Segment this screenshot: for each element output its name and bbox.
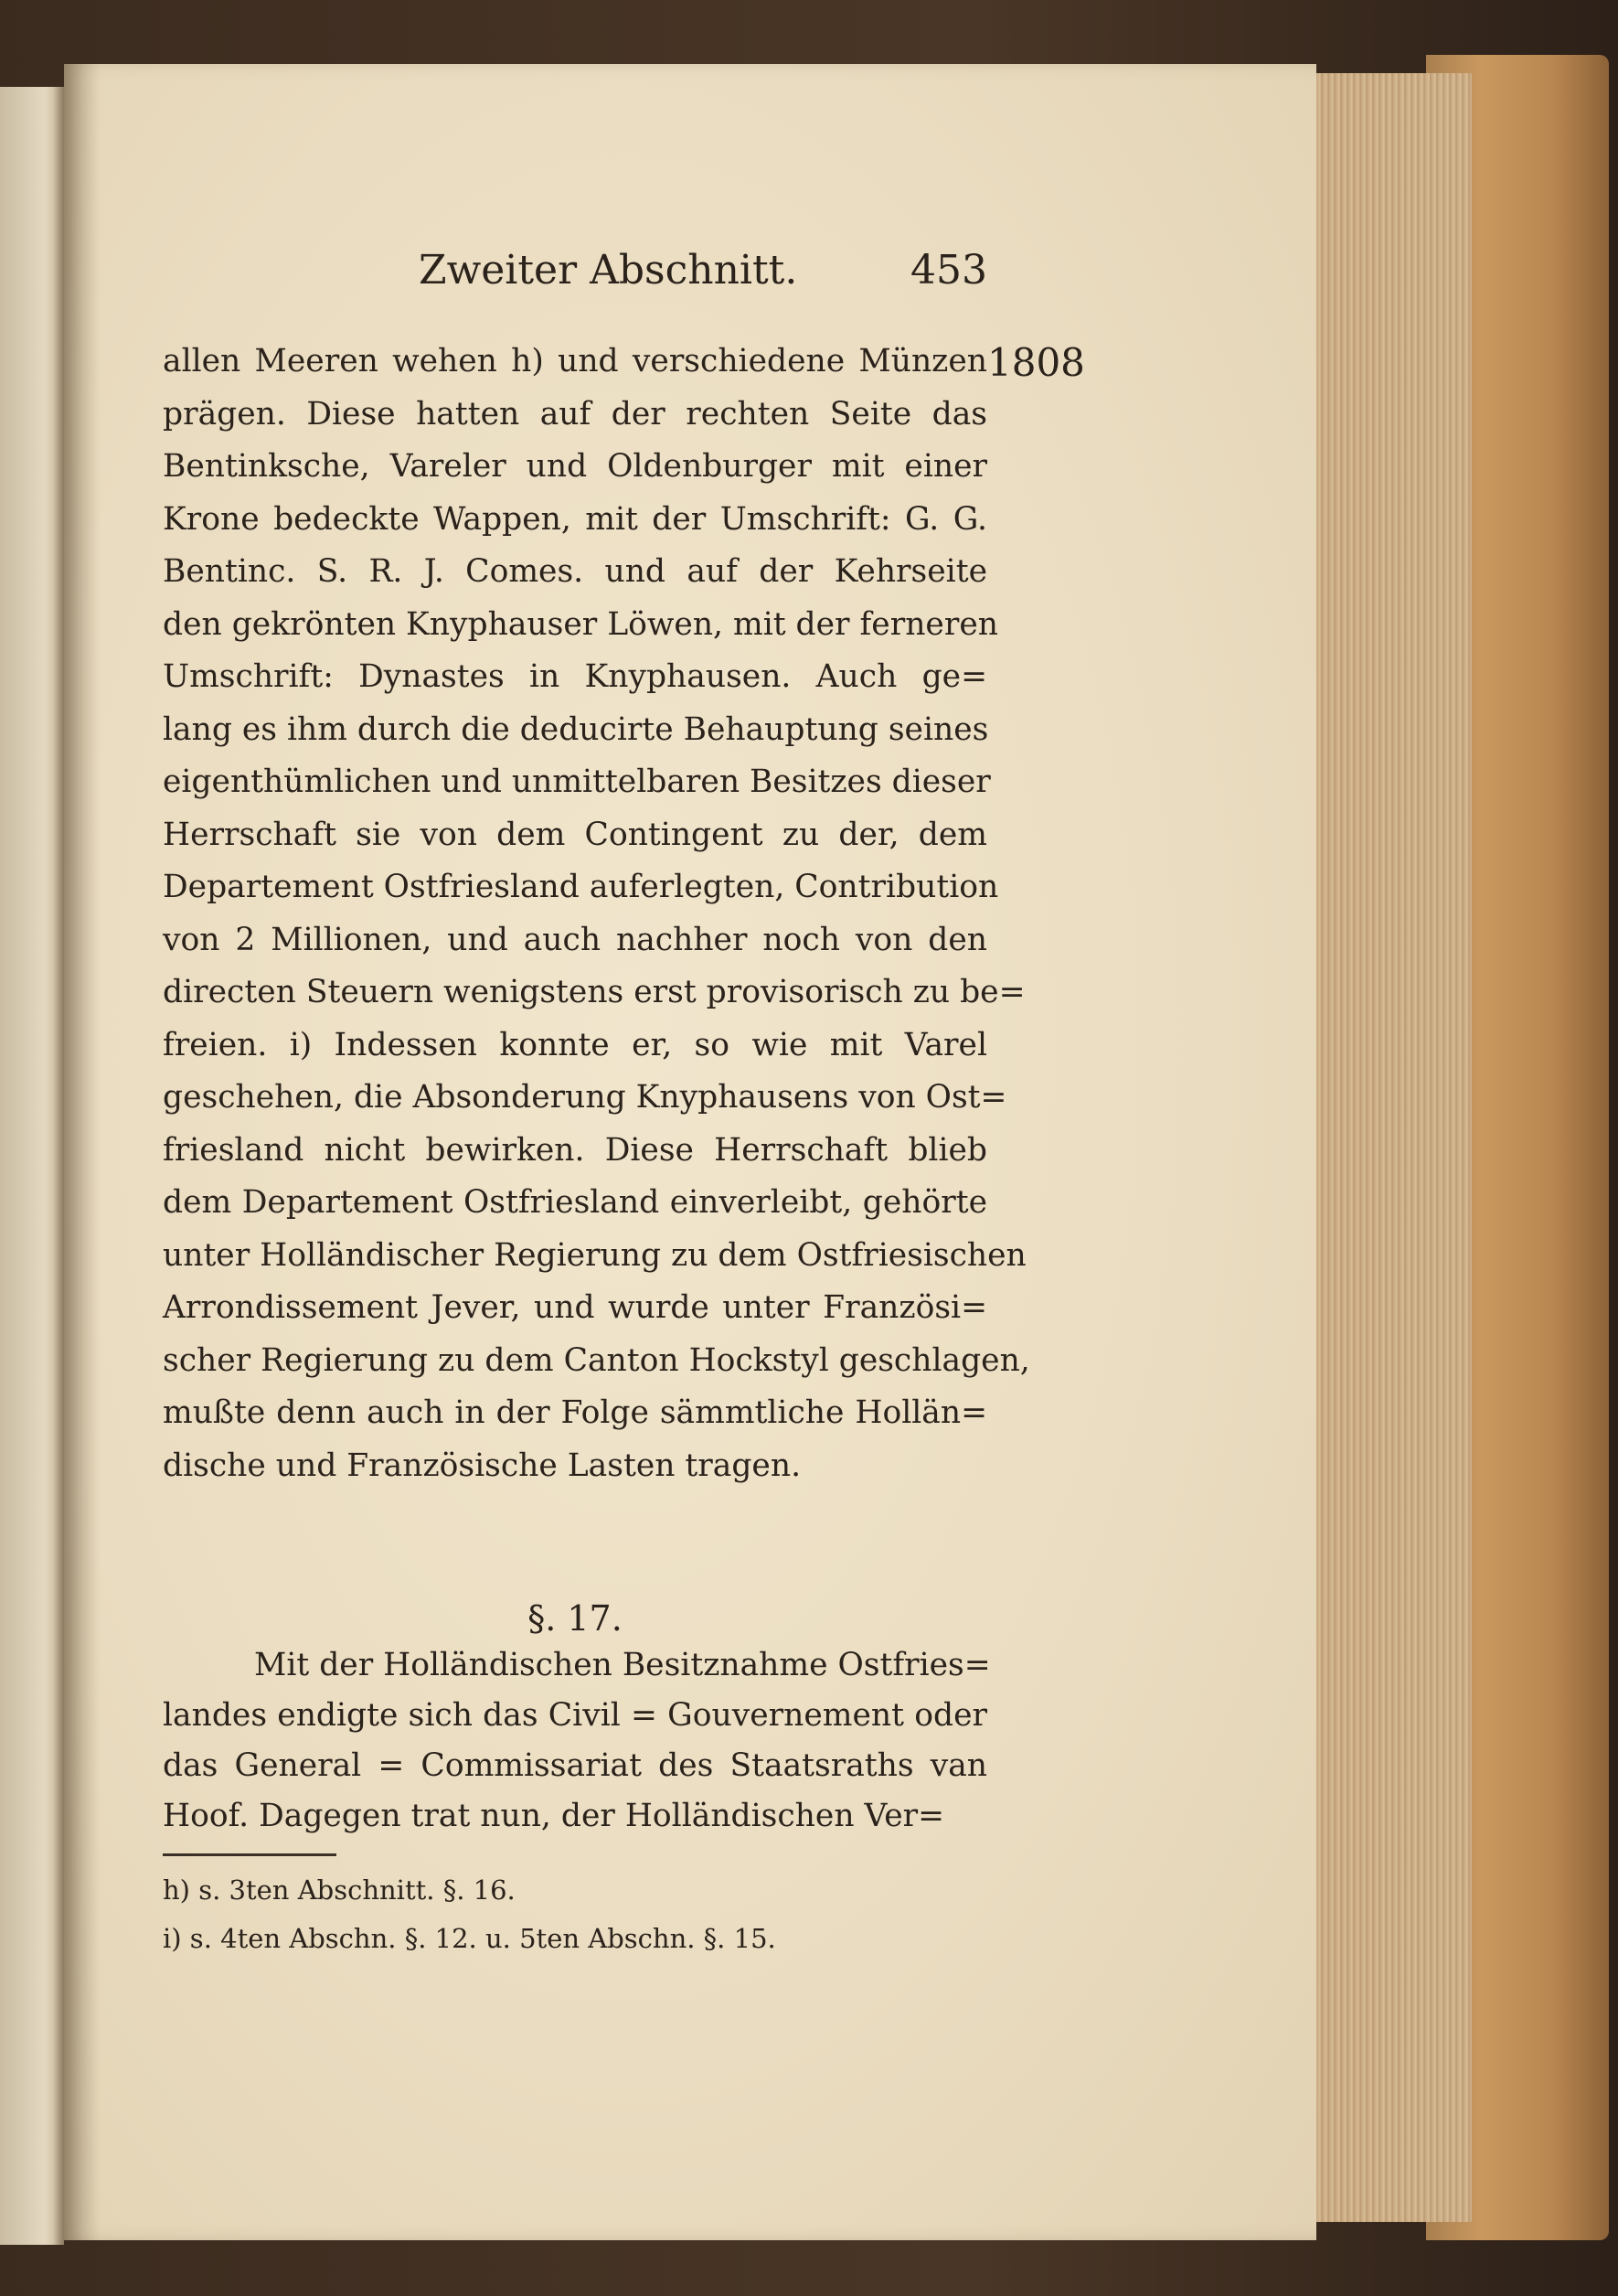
running-header — [163, 247, 987, 302]
text-line: Krone bedeckte Wappen, mit der Umschrift: G. G. — [163, 500, 987, 538]
gutter-shadow — [64, 64, 101, 2240]
text-line: Mit der Holländischen Besitznahme Ostfries= — [254, 1647, 991, 1683]
page-edges — [1298, 73, 1472, 2222]
text-line: friesland nicht bewirken. Diese Herrschaft blieb — [163, 1131, 987, 1169]
text-line: scher Regierung zu dem Canton Hockstyl geschlagen, — [163, 1341, 1030, 1379]
text-line: Umschrift: Dynastes in Knyphausen. Auch ge= — [163, 658, 987, 695]
text-line: lang es ihm durch die deducirte Behauptung seines — [163, 710, 989, 748]
text-line: Bentinksche, Vareler und Oldenburger mit einer — [163, 448, 987, 485]
running-title: Zweiter Abschnitt. — [419, 247, 798, 294]
text-line: das General = Commissariat des Staatsraths van — [163, 1747, 987, 1784]
text-line: eigenthümlichen und unmittelbaren Besitzes dieser — [163, 764, 991, 800]
text-line: dische und Französische Lasten tragen. — [163, 1447, 802, 1484]
text-line: directen Steuern wenigstens erst provisorisch zu be= — [163, 974, 1026, 1010]
left-page-edge — [0, 87, 64, 2245]
text-line: mußte denn auch in der Folge sämmtliche Hollän= — [163, 1394, 987, 1431]
text-line: den gekrönten Knyphauser Löwen, mit der ferneren — [163, 605, 998, 643]
text-line: Herrschaft sie von dem Contingent zu der, dem — [163, 816, 987, 853]
page-number: 453 — [910, 247, 987, 294]
text-line: unter Holländischer Regierung zu dem Ostfriesischen — [163, 1236, 1027, 1274]
text-line: dem Departement Ostfriesland einverleibt, gehörte — [163, 1184, 987, 1221]
text-line: geschehen, die Absonderung Knyphausens von Ost= — [163, 1079, 1007, 1116]
text-line: freien. i) Indessen konnte er, so wie mit Varel — [163, 1026, 987, 1063]
section-heading: §. 17. — [527, 1598, 623, 1639]
footnote-h: h) s. 3ten Abschnitt. §. 16. — [163, 1874, 516, 1906]
text-line: Bentinc. S. R. J. Comes. und auf der Kehrseite — [163, 553, 987, 590]
text-line: prägen. Diese hatten auf der rechten Seite das — [163, 395, 987, 433]
text-line: Hoof. Dagegen trat nun, der Holländischen Ver= — [163, 1798, 945, 1834]
text-line: allen Meeren wehen h) und verschiedene Münzen — [163, 343, 987, 379]
text-line: landes endigte sich das Civil = Gouvernement oder — [163, 1697, 987, 1734]
footnote-i: i) s. 4ten Abschn. §. 12. u. 5ten Abschn. §. 15. — [163, 1923, 776, 1954]
text-line: Departement Ostfriesland auferlegten, Contribution — [163, 869, 999, 905]
text-line: Arrondissement Jever, und wurde unter Französi= — [163, 1289, 987, 1326]
footnote-rule — [163, 1853, 336, 1856]
text-line: von 2 Millionen, und auch nachher noch von den — [163, 921, 987, 958]
margin-year: 1808 — [987, 340, 1085, 385]
